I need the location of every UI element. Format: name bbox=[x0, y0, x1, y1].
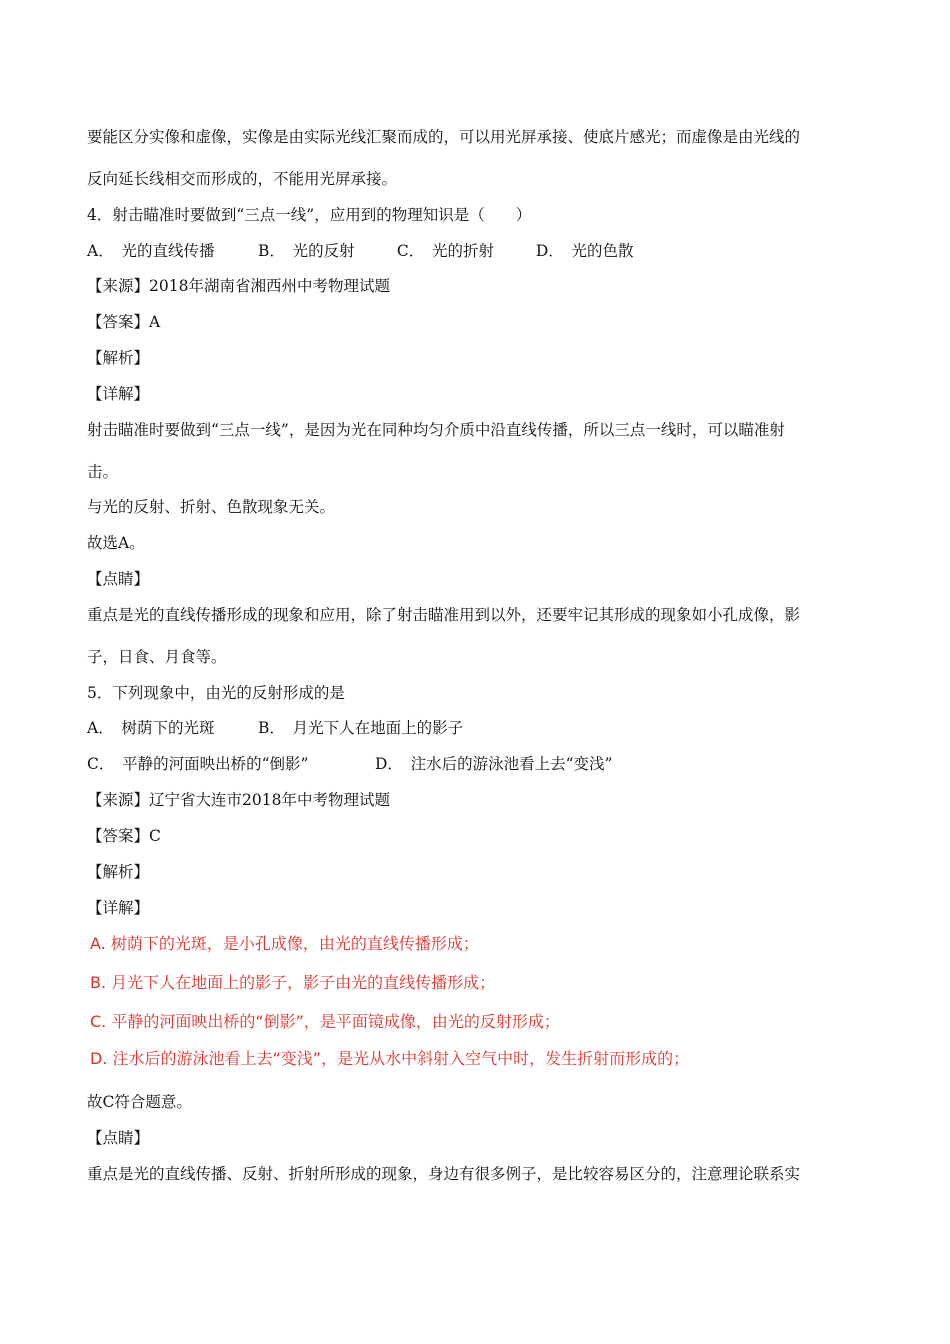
q5-point-line-1: 重点是光的直线传播、反射、折射所形成的现象，身边有很多例子，是比较容易区分的，注意理论联系实 bbox=[87, 1165, 801, 1183]
q5-option-a: A． 树荫下的光斑 bbox=[87, 719, 215, 737]
q4-detail-line-2: 击。 bbox=[87, 463, 119, 481]
question-4-stem: 4．射击瞄准时要做到“三点一线”，应用到的物理知识是（ ） bbox=[87, 206, 532, 224]
q5-explanation-c: C. 平静的河面映出桥的“倒影”，是平面镜成像，由光的反射形成； bbox=[90, 1012, 560, 1031]
q5-source: 【来源】辽宁省大连市2018年中考物理试题 bbox=[87, 791, 390, 809]
question-5-options-row-1 bbox=[87, 718, 463, 738]
q4-detail-label: 【详解】 bbox=[87, 385, 150, 403]
q5-option-d: D． 注水后的游泳池看上去“变浅” bbox=[374, 755, 613, 773]
q5-explanation-d: D. 注水后的游泳池看上去“变浅”，是光从水中斜射入空气中时，发生折射而形成的； bbox=[90, 1049, 690, 1068]
q4-option-d: D． 光的色散 bbox=[535, 242, 634, 260]
q5-conclusion: 故C符合题意。 bbox=[87, 1093, 192, 1111]
q4-detail-line-3: 与光的反射、折射、色散现象无关。 bbox=[87, 498, 336, 516]
q5-option-b: B． 月光下人在地面上的影子 bbox=[257, 719, 464, 737]
question-5-stem: 5．下列现象中，由光的反射形成的是 bbox=[87, 684, 345, 702]
question-4-options bbox=[87, 241, 634, 261]
q4-point-line-1: 重点是光的直线传播形成的现象和应用，除了射击瞄准用到以外，还要牢记其形成的现象如小孔成像，影 bbox=[87, 606, 801, 624]
q5-option-c: C． 平静的河面映出桥的“倒影” bbox=[87, 755, 309, 773]
q4-option-a: A． 光的直线传播 bbox=[87, 242, 215, 260]
intro-line-1: 要能区分实像和虚像，实像是由实际光线汇聚而成的，可以用光屏承接、使底片感光；而虚像是由光线的 bbox=[87, 128, 801, 146]
q4-analysis-label: 【解析】 bbox=[87, 349, 150, 367]
q4-option-c: C． 光的折射 bbox=[396, 242, 494, 260]
q5-analysis-label: 【解析】 bbox=[87, 863, 150, 881]
q5-detail-label: 【详解】 bbox=[87, 899, 150, 917]
q4-detail-line-4: 故选A。 bbox=[87, 534, 145, 552]
q4-option-b: B． 光的反射 bbox=[257, 242, 355, 260]
q4-detail-line-1: 射击瞄准时要做到“三点一线”，是因为光在同种均匀介质中沿直线传播，所以三点一线时，可以瞄准射 bbox=[87, 421, 785, 439]
q5-explanation-b: B. 月光下人在地面上的影子，影子由光的直线传播形成； bbox=[90, 973, 496, 992]
intro-line-2: 反向延长线相交而形成的，不能用光屏承接。 bbox=[87, 170, 398, 188]
q5-explanation-a: A. 树荫下的光斑，是小孔成像，由光的直线传播形成； bbox=[90, 934, 479, 953]
q4-source: 【来源】2018年湖南省湘西州中考物理试题 bbox=[87, 277, 390, 295]
q4-point-label: 【点睛】 bbox=[87, 570, 150, 588]
q5-answer: 【答案】C bbox=[87, 827, 161, 845]
q4-point-line-2: 子，日食、月食等。 bbox=[87, 648, 227, 666]
q5-point-label: 【点睛】 bbox=[87, 1129, 150, 1147]
q4-answer: 【答案】A bbox=[87, 313, 161, 331]
question-5-options-row-2 bbox=[87, 754, 612, 774]
